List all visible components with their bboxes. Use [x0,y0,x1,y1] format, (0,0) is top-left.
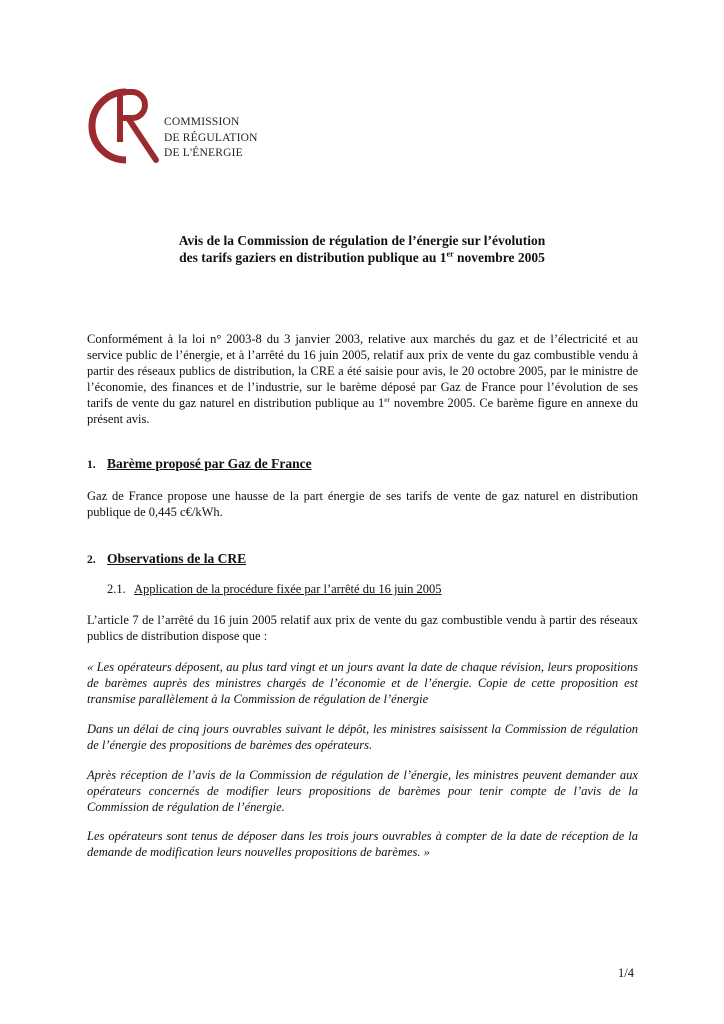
subsection-2-1-number: 2.1. [107,582,126,596]
quote-paragraph-4: Les opérateurs sont tenus de déposer dans les trois jours ouvrables à compter de la date de réception de la demande de modification leurs nouvelles propositions de barèmes. » [87,829,638,859]
subsection-2-1-title: Application de la procédure fixée par l’arrêté du 16 juin 2005 [134,582,442,596]
title-superscript: er [446,249,454,259]
cre-logo [86,86,286,176]
page-number: 1/4 [618,966,634,980]
logo-line-3: DE L'ÉNERGIE [164,147,243,159]
document-title [110,232,614,266]
subsection-2-1-heading [107,581,442,597]
title-line-2 [110,249,614,266]
section-1-heading [87,455,312,474]
logo-line-2: DE RÉGULATION [164,131,258,144]
logo-line-1: COMMISSION [164,116,240,128]
section-2-title: Observations de la CRE [107,551,247,566]
title-line-2-text: des tarifs gaziers en distribution publique au 1 [179,250,447,265]
quote-paragraph-1: « Les opérateurs déposent, au plus tard vingt et un jours avant la date de chaque révision, leurs propositions de barèmes auprès des ministres chargés de l’économie et de l’énergie. Copie de cette proposition est transmise parallèlement à la Commission de régulation de l’énergie [87,660,638,706]
cre-logo-mark [86,86,164,166]
title-line-1: Avis de la Commission de régulation de l’énergie sur l’évolution [178,233,546,248]
section-2-intro: L’article 7 de l’arrêté du 16 juin 2005 relatif aux prix de vente du gaz combustible vendu à partir des réseaux publics de distribution dispose que : [87,613,638,643]
logo-wordmark [164,115,258,162]
section-1-title: Barème proposé par Gaz de France [107,456,312,471]
section-2-heading [87,550,246,569]
title-line-2-end: novembre 2005 [453,250,545,265]
intro-text: Conformément à la loi n° 2003-8 du 3 janvier 2003, relative aux marchés du gaz et de l’électricité et au service public de l’énergie, et à l’arrêté du 16 juin 2005, relatif aux prix de vente du gaz combustible vendu à partir des réseaux publics de distribution, la CRE a été saisie pour avis, le 20 octobre 2005, par le ministre de l’économie, des finances et de l’industrie, sur le barème déposé par Gaz de France pour l’évolution de ses tarifs de vente du gaz naturel en distribution publique au 1 [87,332,638,410]
intro-paragraph [87,331,638,427]
section-1-body: Gaz de France propose une hausse de la part énergie de ses tarifs de vente de gaz naturel en distribution publique de 0,445 c€/kWh. [87,489,638,519]
intro-text-end: novembre 2005. Ce barème figure en annexe du présent avis. [87,396,638,426]
intro-superscript: er [384,394,391,404]
section-1-number: 1. [87,459,96,471]
quote-paragraph-3: Après réception de l’avis de la Commission de régulation de l’énergie, les ministres peuvent demander aux opérateurs concernés de modifier leurs propositions de barèmes pour tenir compte de l’avis de la Commission de régulation de l’énergie. [87,768,638,814]
section-2-number: 2. [87,554,96,566]
quote-paragraph-2: Dans un délai de cinq jours ouvrables suivant le dépôt, les ministres saisissent la Commission de régulation de l’énergie des propositions de barèmes des opérateurs. [87,722,638,752]
